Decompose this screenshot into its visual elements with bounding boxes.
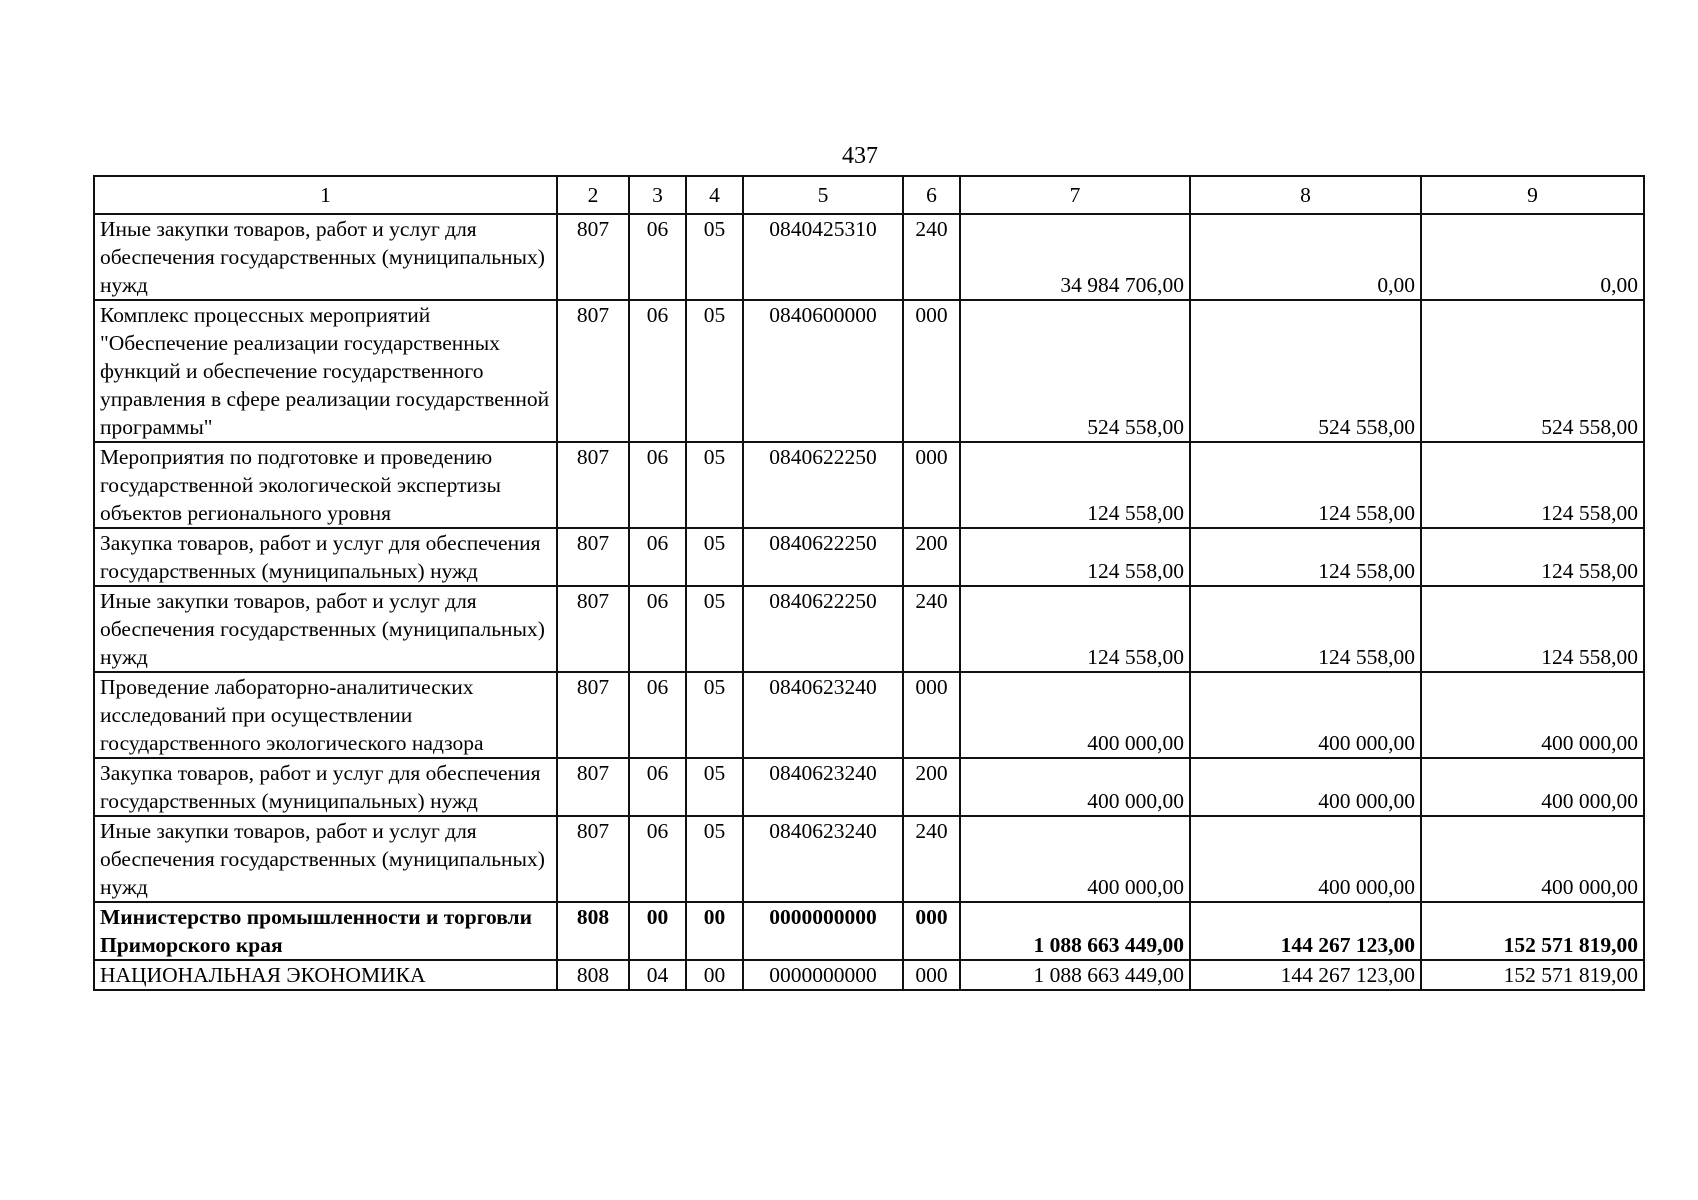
- department-code: 808: [557, 960, 629, 990]
- column-header: 8: [1190, 176, 1421, 214]
- column-header: 6: [903, 176, 960, 214]
- amount-col-8: 400 000,00: [1190, 672, 1421, 758]
- row-name: Закупка товаров, работ и услуг для обеспечения государственных (муниципальных) нужд: [94, 528, 557, 586]
- amount-col-9: 400 000,00: [1421, 672, 1644, 758]
- target-article-code: 0840623240: [743, 672, 903, 758]
- row-name: Проведение лабораторно-аналитических исследований при осуществлении государственного экологического надзора: [94, 672, 557, 758]
- target-article-code: 0000000000: [743, 960, 903, 990]
- row-name: Комплекс процессных мероприятий "Обеспечение реализации государственных функций и обеспечение государственного управления в сфере реализации государственной программы": [94, 300, 557, 442]
- amount-col-9: 524 558,00: [1421, 300, 1644, 442]
- expense-type-code: 240: [903, 816, 960, 902]
- subsection-code: 05: [686, 442, 743, 528]
- row-name: Иные закупки товаров, работ и услуг для обеспечения государственных (муниципальных) нужд: [94, 816, 557, 902]
- target-article-code: 0840425310: [743, 214, 903, 300]
- department-code: 807: [557, 758, 629, 816]
- expense-type-code: 240: [903, 586, 960, 672]
- expense-type-code: 000: [903, 672, 960, 758]
- amount-col-8: 124 558,00: [1190, 442, 1421, 528]
- subsection-code: 05: [686, 672, 743, 758]
- row-name: Мероприятия по подготовке и проведению государственной экологической экспертизы объектов регионального уровня: [94, 442, 557, 528]
- amount-col-7: 124 558,00: [960, 586, 1190, 672]
- target-article-code: 0840622250: [743, 586, 903, 672]
- section-code: 06: [629, 672, 686, 758]
- section-code: 00: [629, 902, 686, 960]
- column-header: 7: [960, 176, 1190, 214]
- column-header: 3: [629, 176, 686, 214]
- subsection-code: 05: [686, 758, 743, 816]
- expense-type-code: 000: [903, 300, 960, 442]
- subsection-code: 05: [686, 816, 743, 902]
- amount-col-7: 400 000,00: [960, 816, 1190, 902]
- section-code: 06: [629, 528, 686, 586]
- row-name: Министерство промышленности и торговли Приморского края: [94, 902, 557, 960]
- amount-col-8: 400 000,00: [1190, 758, 1421, 816]
- column-header: 2: [557, 176, 629, 214]
- subsection-code: 05: [686, 586, 743, 672]
- row-name: Иные закупки товаров, работ и услуг для обеспечения государственных (муниципальных) нужд: [94, 586, 557, 672]
- amount-col-7: 400 000,00: [960, 672, 1190, 758]
- amount-col-9: 400 000,00: [1421, 816, 1644, 902]
- section-code: 04: [629, 960, 686, 990]
- amount-col-9: 124 558,00: [1421, 442, 1644, 528]
- target-article-code: 0840622250: [743, 528, 903, 586]
- expense-type-code: 240: [903, 214, 960, 300]
- target-article-code: 0000000000: [743, 902, 903, 960]
- amount-col-7: 34 984 706,00: [960, 214, 1190, 300]
- subsection-code: 05: [686, 214, 743, 300]
- amount-col-7: 400 000,00: [960, 758, 1190, 816]
- page-number: 437: [842, 143, 878, 169]
- table-row: [94, 586, 1644, 672]
- amount-col-9: 124 558,00: [1421, 528, 1644, 586]
- expense-type-code: 200: [903, 528, 960, 586]
- table-row: [94, 442, 1644, 528]
- department-code: 807: [557, 300, 629, 442]
- table-row: [94, 672, 1644, 758]
- amount-col-7: 1 088 663 449,00: [960, 902, 1190, 960]
- department-code: 807: [557, 442, 629, 528]
- section-code: 06: [629, 300, 686, 442]
- section-code: 06: [629, 214, 686, 300]
- amount-col-7: 124 558,00: [960, 528, 1190, 586]
- row-name: Иные закупки товаров, работ и услуг для обеспечения государственных (муниципальных) нужд: [94, 214, 557, 300]
- section-code: 06: [629, 758, 686, 816]
- amount-col-8: 0,00: [1190, 214, 1421, 300]
- department-code: 807: [557, 586, 629, 672]
- amount-col-8: 144 267 123,00: [1190, 902, 1421, 960]
- department-code: 807: [557, 672, 629, 758]
- column-number-row: [94, 176, 1644, 214]
- row-name: НАЦИОНАЛЬНАЯ ЭКОНОМИКА: [94, 960, 557, 990]
- table-row: [94, 758, 1644, 816]
- amount-col-9: 124 558,00: [1421, 586, 1644, 672]
- column-header: 4: [686, 176, 743, 214]
- amount-col-8: 524 558,00: [1190, 300, 1421, 442]
- table-row: [94, 214, 1644, 300]
- expense-type-code: 000: [903, 902, 960, 960]
- amount-col-7: 1 088 663 449,00: [960, 960, 1190, 990]
- target-article-code: 0840623240: [743, 816, 903, 902]
- amount-col-7: 524 558,00: [960, 300, 1190, 442]
- target-article-code: 0840622250: [743, 442, 903, 528]
- department-code: 807: [557, 816, 629, 902]
- subsection-code: 05: [686, 300, 743, 442]
- amount-col-7: 124 558,00: [960, 442, 1190, 528]
- target-article-code: 0840623240: [743, 758, 903, 816]
- table-row: [94, 300, 1644, 442]
- amount-col-9: 400 000,00: [1421, 758, 1644, 816]
- row-name: Закупка товаров, работ и услуг для обеспечения государственных (муниципальных) нужд: [94, 758, 557, 816]
- column-header: 5: [743, 176, 903, 214]
- subsection-code: 00: [686, 960, 743, 990]
- department-code: 807: [557, 528, 629, 586]
- amount-col-9: 152 571 819,00: [1421, 960, 1644, 990]
- expense-type-code: 000: [903, 960, 960, 990]
- expense-type-code: 000: [903, 442, 960, 528]
- subsection-code: 05: [686, 528, 743, 586]
- section-code: 06: [629, 586, 686, 672]
- amount-col-8: 124 558,00: [1190, 586, 1421, 672]
- department-code: 808: [557, 902, 629, 960]
- table-row: [94, 528, 1644, 586]
- department-code: 807: [557, 214, 629, 300]
- amount-col-9: 152 571 819,00: [1421, 902, 1644, 960]
- subsection-code: 00: [686, 902, 743, 960]
- amount-col-8: 124 558,00: [1190, 528, 1421, 586]
- table-row-ministry-total: [94, 902, 1644, 960]
- budget-table: [93, 175, 1645, 991]
- column-header: 9: [1421, 176, 1644, 214]
- amount-col-8: 400 000,00: [1190, 816, 1421, 902]
- column-header: 1: [94, 176, 557, 214]
- section-code: 06: [629, 442, 686, 528]
- expense-type-code: 200: [903, 758, 960, 816]
- table-row: [94, 816, 1644, 902]
- target-article-code: 0840600000: [743, 300, 903, 442]
- section-code: 06: [629, 816, 686, 902]
- table-row: [94, 960, 1644, 990]
- amount-col-9: 0,00: [1421, 214, 1644, 300]
- amount-col-8: 144 267 123,00: [1190, 960, 1421, 990]
